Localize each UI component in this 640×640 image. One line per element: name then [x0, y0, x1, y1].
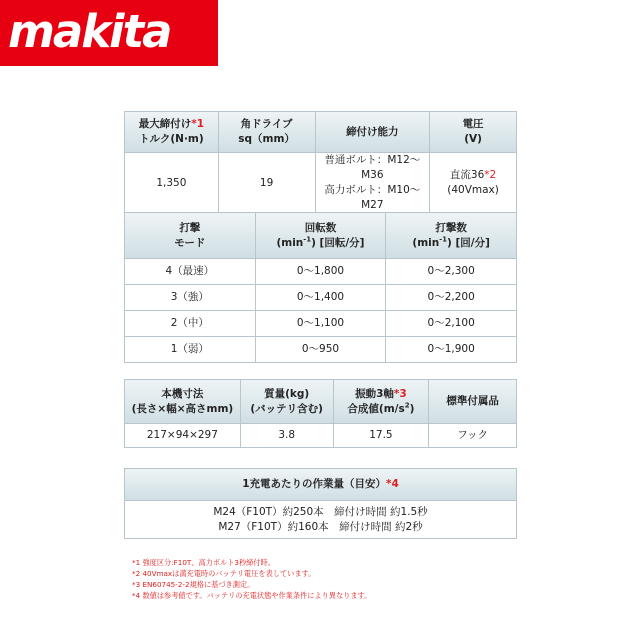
header-square-drive: 角ドライブ sq（mm） [218, 112, 315, 153]
rotation-cell: 0〜950 [255, 337, 386, 363]
value-voltage: 直流36*2 (40Vmax) [430, 153, 517, 214]
header-rotation: 回転数 $(\min^{-1})$ [回転/分] [255, 213, 386, 259]
value-weight: 3.8 [240, 424, 333, 448]
footnote-1: *1 強度区分:F10T、高力ボルト3秒締付時。 [132, 558, 275, 567]
header-max-torque: 最大締付け*1 トルク(N·m) [125, 112, 219, 153]
blows-cell: 0〜2,100 [386, 311, 517, 337]
work-amount-values: M24（F10T）約250本 締付け時間 約1.5秒 M27（F10T）約160本 締付け時間 約2秒 [125, 501, 517, 539]
value-torque: 1,350 [125, 153, 219, 214]
header-accessories: 標準付属品 [429, 380, 517, 424]
value-drive: 19 [218, 153, 315, 214]
header-dimensions: 本機寸法 (長さ×幅×高さmm) [125, 380, 241, 424]
footnote-2: *2 40Vmaxは満充電時のバッテリ電圧を表しています。 [132, 569, 316, 578]
header-impact-mode: 打撃 モード [125, 213, 256, 259]
footnote-3: *3 EN60745-2-2規格に基づき測定。 [132, 580, 255, 589]
header-weight: 質量(kg) (バッテリ含む) [240, 380, 333, 424]
table-row [125, 311, 517, 337]
header-vibration: 振動3軸*3 合成値$(m/s^2)$ [333, 380, 429, 424]
table-row [125, 259, 517, 285]
mode-cell: 3（強） [125, 285, 256, 311]
rotation-cell: 0〜1,800 [255, 259, 386, 285]
brand-wordmark: makita [8, 5, 171, 58]
mode-cell: 4（最速） [125, 259, 256, 285]
rotation-cell: 0〜1,400 [255, 285, 386, 311]
work-amount-title: 1充電あたりの作業量（目安）*4 [125, 469, 517, 501]
table-row [125, 285, 517, 311]
rotation-cell: 0〜1,100 [255, 311, 386, 337]
value-dimensions: 217×94×297 [125, 424, 241, 448]
value-capacity: 普通ボルト：M12〜M36 高力ボルト：M10〜M27 [315, 153, 430, 214]
table-row [125, 337, 517, 363]
work-amount-table [124, 468, 517, 539]
value-vibration: 17.5 [333, 424, 429, 448]
header-voltage: 電圧 (V) [430, 112, 517, 153]
blows-cell: 0〜1,900 [386, 337, 517, 363]
mode-cell: 1（弱） [125, 337, 256, 363]
header-blows: 打撃数 $(\min^{-1})$ [回/分] [386, 213, 517, 259]
mode-cell: 2（中） [125, 311, 256, 337]
body-spec-table [124, 379, 517, 448]
makita-logo [0, 0, 218, 66]
footnotes [132, 557, 371, 601]
header-capacity: 締付け能力 [315, 112, 430, 153]
impact-mode-table [124, 212, 517, 363]
value-accessories: フック [429, 424, 517, 448]
blows-cell: 0〜2,200 [386, 285, 517, 311]
blows-cell: 0〜2,300 [386, 259, 517, 285]
footnote-4: *4 数値は参考値です。バッテリの充電状態や作業条件により異なります。 [132, 591, 372, 600]
spec-table [124, 111, 517, 214]
